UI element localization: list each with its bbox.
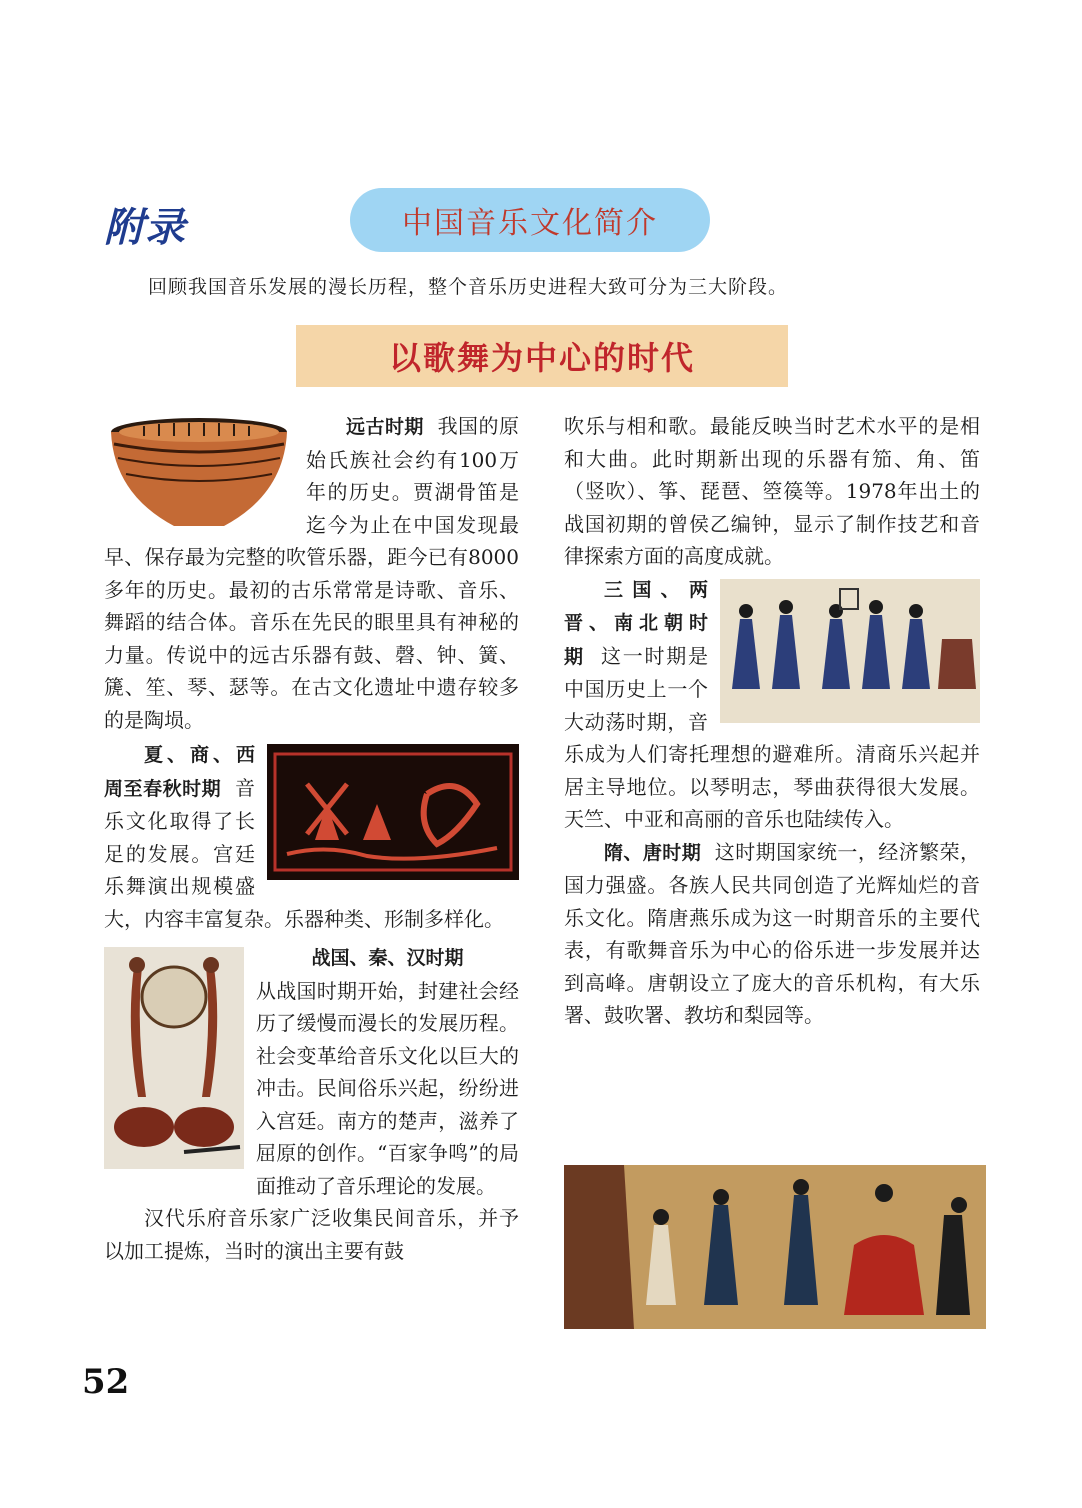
night-revels-painting-image: [564, 1165, 986, 1329]
page-title: 中国音乐文化简介: [350, 188, 710, 252]
left-column: [104, 410, 519, 1267]
right-column: [564, 410, 980, 1032]
text-warring-3: 吹乐与相和歌。最能反映当时艺术水平的是相和大曲。此时期新出现的乐器有笳、角、笛（竖吹）、筝、琵琶、箜篌等。1978年出土的战国初期的曾侯乙编钟，显示了制作技艺和音律探索方面的高度成就。: [564, 414, 980, 568]
text-three: 这一时期是中国历史上一个大动荡时期，音乐成为人们寄托理想的避难所。清商乐兴起并居主导地位。以琴明志，琴曲获得很大发展。天竺、中亚和高丽的音乐也陆续传入。: [564, 643, 980, 831]
tiger-bird-drum-stand-image: [104, 947, 244, 1169]
heading-ancient: 远古时期: [346, 416, 424, 438]
intro-text: 回顾我国音乐发展的漫长历程，整个音乐历史进程大致可分为三大阶段。: [148, 276, 789, 298]
text-xia: 音乐文化取得了长足的发展。宫廷乐舞演出规模盛大，内容丰富复杂。乐器种类、形制多样化。: [104, 775, 504, 931]
text-warring: 从战国时期开始，封建社会经历了缓慢而漫长的发展历程。社会变革给音乐文化以巨大的冲击。民间俗乐兴起，纷纷进入宫廷。南方的楚声，滋养了屈原的创作。“百家争鸣”的局面推动了音乐理论的发展。: [256, 978, 519, 1198]
heading-tang: 隋、唐时期: [604, 841, 702, 864]
appendix-label: 附录: [104, 205, 186, 251]
lacquer-drum-painting-image: [267, 744, 519, 880]
era-title: 以歌舞为中心的时代: [296, 325, 788, 387]
heading-warring: 战国、秦、汉时期: [311, 947, 464, 969]
heading-xia: 夏、商、西周至春秋时期: [104, 744, 255, 800]
page-number: 52: [82, 1362, 130, 1402]
painted-pottery-bowl-image: [104, 414, 294, 534]
heading-three: 三国、两晋、南北朝时期: [564, 578, 708, 668]
dancers-mural-image: [720, 579, 980, 723]
text-warring-2: 汉代乐府音乐家广泛收集民间音乐，并予以加工提炼，当时的演出主要有鼓: [104, 1206, 519, 1263]
text-ancient: 我国的原始氏族社会约有100万年的历史。贾湖骨笛是迄今为止在中国发现最早、保存最为完整的吹管乐器，距今已有8000多年的历史。最初的古乐常常是诗歌、音乐、舞蹈的结合体。音乐在先民的眼里具有神秘的力量。传说中的远古乐器有鼓、磬、钟、簧、篪、笙、琴、瑟等。在古文化遗址中遗存较多的是陶埙。: [104, 414, 519, 732]
text-tang: 这时期国家统一，经济繁荣，国力强盛。各族人民共同创造了光辉灿烂的音乐文化。隋唐燕乐成为这一时期音乐的主要代表，有歌舞音乐为中心的俗乐进一步发展并达到高峰。唐朝设立了庞大的音乐机构，有大乐署、鼓吹署、教坊和梨园等。: [564, 839, 981, 1027]
